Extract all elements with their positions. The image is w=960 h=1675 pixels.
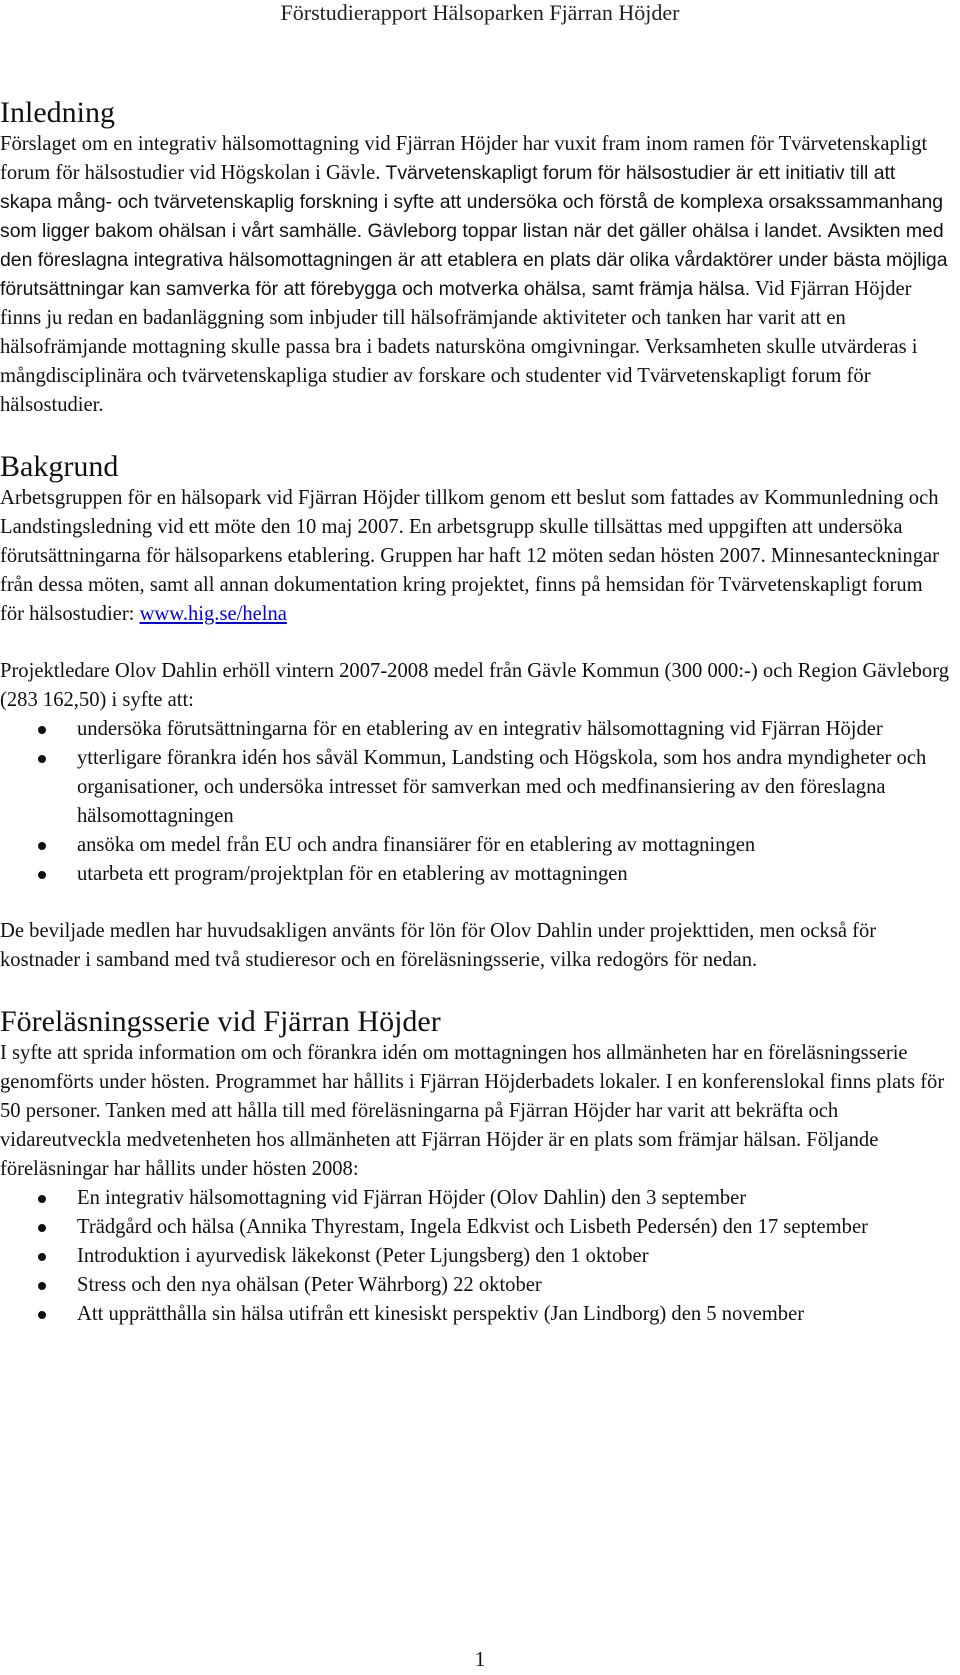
list-item: utarbeta ett program/projektplan för en etablering av mottagningen [0,860,950,889]
heading-forelasningsserie: Föreläsningsserie vid Fjärran Höjder [0,1005,441,1038]
heading-inledning: Inledning [0,96,115,129]
bakgrund-bullet-list [0,715,950,889]
bullet-icon [38,871,46,879]
running-header: Förstudierapport Hälsoparken Fjärran Höjder [280,0,680,25]
paragraph-bakgrund-3: De beviljade medlen har huvudsakligen använts för lön för Olov Dahlin under projekttiden, men också för kostnader i samband med två studieresor och en föreläsningsserie, vilka redogörs för nedan. [0,920,877,971]
inledning-text-sans-end: Avsikten med den föreslagna integrativa hälsomottagningen är att etablera en plats där olika vårdaktörer under bästa möjliga förutsättningar kan samverka för att förebygga och motverka ohälsa, samt främja hälsa. [0,220,948,300]
bullet-icon [38,1282,46,1290]
forelasning-bullet-list [0,1184,950,1329]
list-item: Att upprätthålla sin hälsa utifrån ett kinesiskt perspektiv (Jan Lindborg) den 5 november [0,1300,950,1329]
bullet-icon [38,726,46,734]
list-item: ansöka om medel från EU och andra finansiärer för en etablering av mottagningen [0,831,950,860]
paragraph-bakgrund-2: Projektledare Olov Dahlin erhöll vintern 2007-2008 medel från Gävle Kommun (300 000:-) och Region Gävleborg (283 162,50) i syfte att: [0,660,949,711]
hemsida-link[interactable]: www.hig.se/helna [139,603,287,625]
list-item: Stress och den nya ohälsan (Peter Währborg) 22 oktober [0,1271,950,1300]
list-item: En integrativ hälsomottagning vid Fjärran Höjder (Olov Dahlin) den 3 september [0,1184,950,1213]
bakgrund-text-1: Arbetsgruppen för en hälsopark vid Fjärran Höjder tillkom genom ett beslut som fattades av Kommunledning och Landstingsledning vid ett möte den 10 maj 2007. En arbetsgrupp skulle tillsättas med uppgiften att undersöka förutsättningarna för hälsoparkens etablering. Gruppen har haft 12 möten sedan hösten 2007. Minnesanteckningar från dessa möten, samt all annan dokumentation kring projektet, finns på hemsidan för Tvärvetenskapligt forum för hälsostudier: [0,487,940,625]
paragraph-bakgrund-1 [0,484,950,629]
list-item: Trädgård och hälsa (Annika Thyrestam, Ingela Edkvist och Lisbeth Pedersén) den 17 september [0,1213,950,1242]
bullet-icon [38,755,46,763]
paragraph-inledning [0,130,950,420]
list-item: ytterligare förankra idén hos såväl Kommun, Landsting och Högskola, som hos andra myndigheter och organisationer, och undersöka intresset för samverkan med och medfinansiering av den föreslagna hälsomottagningen [0,744,950,831]
list-item: Introduktion i ayurvedisk läkekonst (Peter Ljungsberg) den 1 oktober [0,1242,950,1271]
inledning-text-serif: Förslaget om en integrativ hälsomottagning vid Fjärran Höjder har vuxit fram inom ramen för Tvärvetenskapligt forum för hälsostudier vid Högskolan i Gävle. [0,133,928,184]
inledning-text-tail: Vid Fjärran Höjder finns ju redan en badanläggning som inbjuder till hälsofrämjande aktiviteter och tanken har varit att en hälsofrämjande mottagning skulle passa bra i badets natursköna omgivningar. Verksamheten skulle utvärderas i mångdisciplinära och tvärvetenskapliga studier av forskare och studenter vid Tvärvetenskapligt forum för hälsostudier. [0,278,918,416]
bullet-icon [38,1311,46,1319]
inledning-text-sans: Tvärvetenskapligt forum för hälsostudier är ett initiativ till att skapa mång- och tvärvetenskaplig forskning i syfte att undersöka och förstå de komplexa orsakssammanhang som ligger bakom ohälsan i vårt samhälle. Gävleborg toppar listan när det gäller ohälsa i landet. [0,162,944,242]
bullet-icon [38,1253,46,1261]
paragraph-forelasning: I syfte att sprida information om och förankra idén om mottagningen hos allmänheten har en föreläsningsserie genomförts under hösten. Programmet har hållits i Fjärran Höjderbadets lokaler. I en konferenslokal finns plats för 50 personer. Tanken med att hålla till med föreläsningarna på Fjärran Höjder har varit att bekräfta och vidareutveckla medvetenheten hos allmänheten att Fjärran Höjder är en plats som främjar hälsan. Följande föreläsningar har hållits under hösten 2008: [0,1042,945,1180]
page-number: 1 [474,1647,486,1671]
bullet-icon [38,842,46,850]
bullet-icon [38,1195,46,1203]
heading-bakgrund: Bakgrund [0,450,119,483]
bullet-icon [38,1224,46,1232]
document-body [0,96,950,1329]
list-item: undersöka förutsättningarna för en etablering av en integrativ hälsomottagning vid Fjärran Höjder [0,715,950,744]
